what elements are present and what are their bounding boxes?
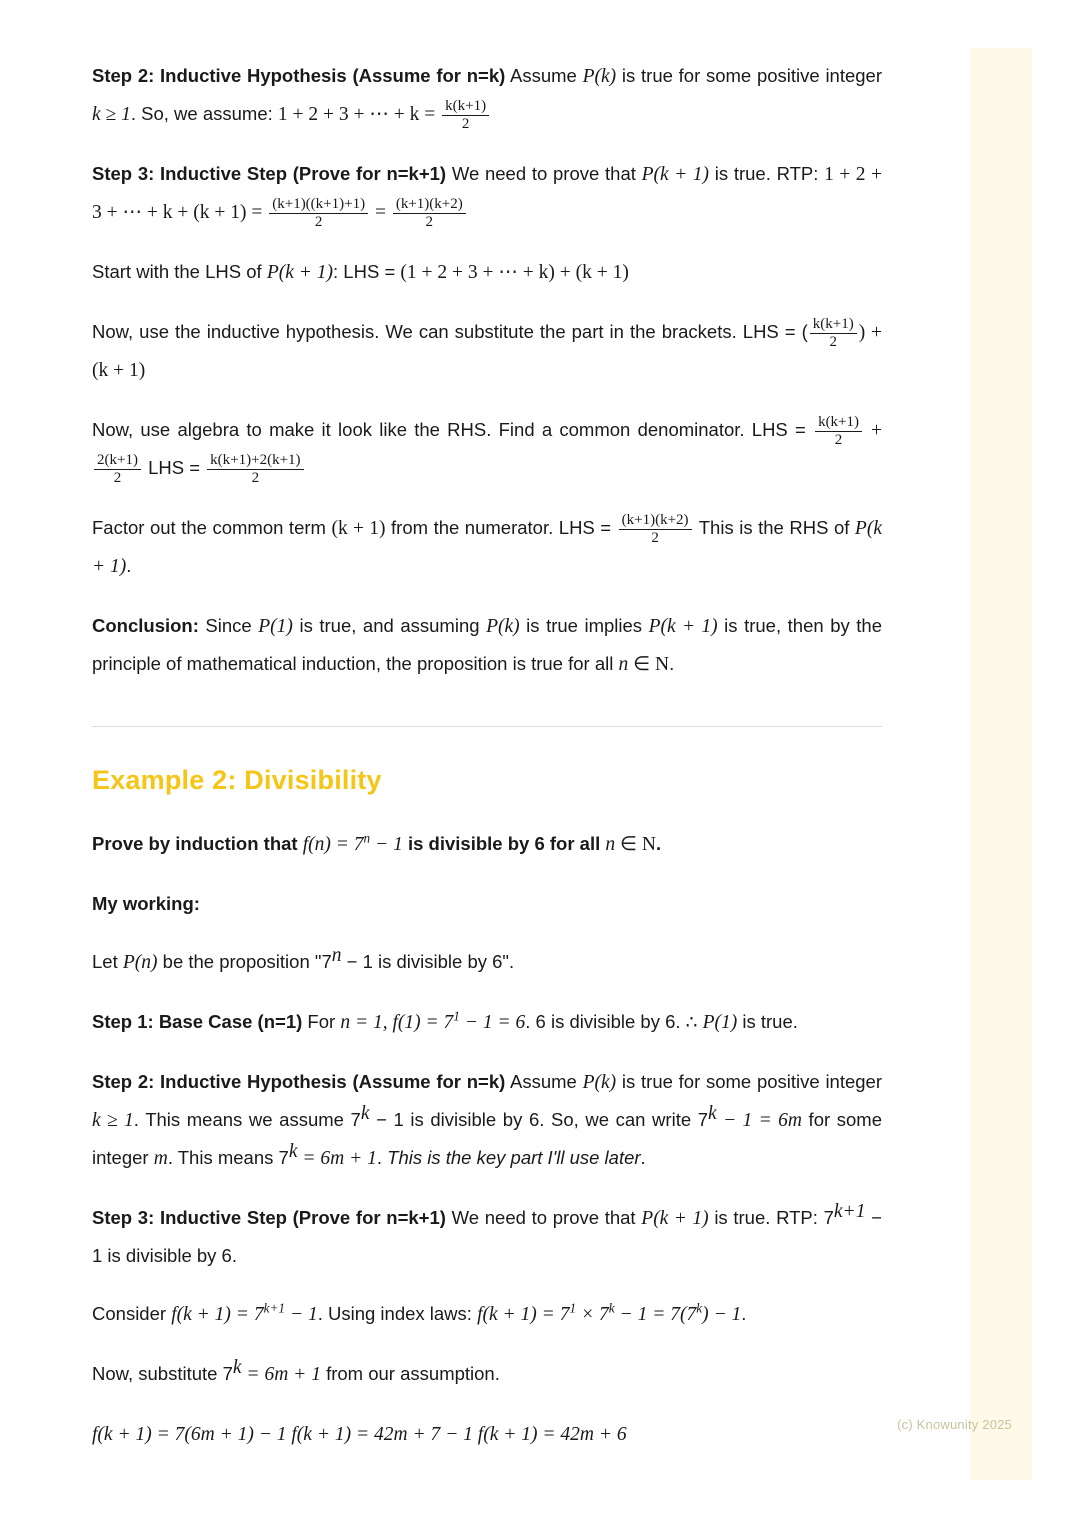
e2-step2-text-a: Assume: [505, 1071, 583, 1093]
factor-text-a: Factor out the common term: [92, 517, 332, 539]
math-exponent-1: 1: [569, 1300, 577, 1316]
math-pk: P(k): [582, 66, 617, 87]
math-pk: P(k): [486, 616, 520, 638]
math-exponent-k-plus-1: k+1: [833, 1201, 866, 1223]
consider-text-c: .: [741, 1303, 747, 1325]
step2-label: Step 2: Inductive Hypothesis (Assume for n=k): [92, 65, 506, 86]
conclusion-text-b: is true, and assuming: [292, 615, 487, 637]
math-pn: P(n): [122, 952, 158, 974]
math-6m-plus-1: = 6m + 1: [241, 1364, 321, 1386]
substitute-tail: ) + (k + 1): [92, 322, 882, 382]
math-k-plus-1: (k + 1): [331, 518, 386, 540]
paragraph-example2-prompt: [92, 826, 882, 864]
lhs-label-2: LHS =: [142, 457, 206, 479]
math-exponent-k-plus-1: k+1: [263, 1300, 286, 1316]
substitute2-text-a: Now, substitute 7: [92, 1363, 233, 1385]
math-fn-base: f(n) = 7: [302, 834, 364, 856]
math-exponent-k: k: [232, 1357, 242, 1379]
math-exponent-k: k: [708, 1103, 717, 1125]
math-fn: [302, 830, 403, 856]
e2-step2-text-d: − 1 is divisible by 6. So, we can write 7: [369, 1109, 709, 1131]
prompt-text-a: Prove by induction that: [92, 833, 303, 855]
paragraph-my-working: [92, 886, 882, 922]
lhs-start-text-b: : LHS =: [333, 261, 401, 283]
paragraph-step2: [92, 58, 882, 134]
math-index-laws-a: f(k + 1) = 7: [477, 1304, 570, 1326]
fraction-numerator: 2(k+1): [94, 452, 141, 471]
math-rtp-sum: 1 + 2 + 3 + ⋯ + k + (k + 1) =: [92, 164, 882, 224]
math-p1: P(1): [258, 616, 293, 638]
math-pk1: P(k + 1): [92, 518, 882, 578]
e2-step2-text-j: .: [640, 1147, 646, 1169]
math-pk: P(k): [582, 1072, 617, 1094]
math-base-case-tail: − 1 = 6: [459, 1012, 526, 1034]
math-consider-2: [477, 1300, 742, 1326]
e2-step2-text-c: . This means we assume 7: [133, 1109, 361, 1131]
fraction-c: [207, 452, 303, 488]
e2-step2-text-b: is true for some positive integer: [616, 1071, 883, 1093]
math-n: n: [618, 654, 629, 676]
math-consider-1: [171, 1300, 318, 1326]
paragraph-e2-step2: [92, 1064, 882, 1178]
math-element-of: ∈: [615, 834, 642, 856]
document-content: [92, 48, 882, 1476]
math-base-case: [340, 1008, 526, 1034]
math-fn-exponent: n: [363, 830, 371, 846]
fraction-numerator: k(k+1)+2(k+1): [207, 452, 303, 471]
fraction-b: [94, 452, 141, 488]
paragraph-consider: [92, 1296, 882, 1334]
fraction-numerator: (k+1)(k+2): [393, 196, 466, 215]
math-k-ge-1: k ≥ 1: [92, 104, 131, 126]
let-text-a: Let: [92, 951, 123, 973]
substitute2-text-c: from our assumption.: [320, 1363, 500, 1385]
math-natural-numbers: N: [655, 654, 670, 676]
let-text-b: be the proposition "7: [157, 951, 332, 973]
let-text-c: − 1 is divisible by 6".: [341, 951, 515, 973]
conclusion-text-c: is true implies: [519, 615, 649, 637]
math-k-ge-1: k ≥ 1: [92, 1110, 134, 1132]
paragraph-let-pn: [92, 944, 882, 982]
e2-step2-text-g: . This means 7: [167, 1147, 289, 1169]
fraction-denominator: 2: [461, 116, 470, 133]
prompt-text-c: .: [655, 833, 662, 855]
math-equals: =: [370, 202, 391, 224]
math-index-laws-b: × 7: [576, 1304, 609, 1326]
factor-text-c: This is the RHS of: [693, 517, 855, 539]
step2-text-a: Assume: [505, 65, 583, 86]
paragraph-e2-step1: [92, 1004, 882, 1042]
fraction-rtp-2: [393, 196, 466, 232]
factor-text-b: from the numerator. LHS =: [385, 517, 617, 539]
section-title-example-2: Example 2: Divisibility: [92, 765, 382, 796]
consider-text-b: . Using index laws:: [317, 1303, 478, 1325]
math-plus: +: [864, 420, 882, 442]
fraction-denominator: 2: [829, 334, 837, 351]
e2-step3-text-c: − 1 is divisible by 6.: [92, 1207, 882, 1267]
fraction-a: [815, 414, 862, 450]
step3-text-a: We need to prove that: [446, 163, 642, 185]
math-index-laws-c: − 1 = 7(7: [614, 1304, 697, 1326]
math-natural-numbers: N: [641, 834, 656, 856]
math-final-line: f(k + 1) = 7(6m + 1) − 1 f(k + 1) = 42m + 7 − 1 f(k + 1) = 42m + 6: [92, 1424, 627, 1446]
math-p1: P(1): [702, 1012, 738, 1034]
math-consider-tail: − 1: [285, 1304, 318, 1326]
paragraph-algebra: [92, 412, 882, 488]
fraction-denominator: 2: [834, 432, 843, 449]
math-exponent-k: k: [696, 1300, 703, 1316]
e2-step2-italic-note: This is the key part I'll use later: [387, 1147, 641, 1169]
fraction-kk1-over-2: [442, 98, 489, 134]
math-m: m: [153, 1148, 168, 1170]
math-pk1: P(k + 1): [648, 616, 718, 638]
consider-text-a: Consider: [92, 1303, 172, 1325]
paragraph-conclusion: [92, 608, 882, 684]
paragraph-lhs-start: [92, 254, 882, 292]
step3-text-b: is true. RTP:: [709, 163, 825, 185]
algebra-text: Now, use algebra to make it look like the RHS. Find a common denominator. LHS =: [92, 419, 814, 441]
e2-step2-text-f: for some integer: [92, 1109, 882, 1169]
paragraph-step3: [92, 156, 882, 232]
lhs-start-text-a: Start with the LHS of: [92, 261, 267, 283]
document-page: [47, 48, 1032, 1480]
fraction-denominator: 2: [651, 530, 659, 547]
paragraph-final-computation: [92, 1416, 882, 1454]
my-working-label: My working:: [92, 893, 200, 915]
fraction-rtp-1: [269, 196, 368, 232]
paragraph-factor: [92, 510, 882, 586]
fraction-numerator: (k+1)((k+1)+1): [269, 196, 368, 215]
prompt-text-b: is divisible by 6 for all: [402, 833, 606, 855]
math-pk1: P(k + 1): [641, 164, 709, 186]
math-pk1: P(k + 1): [641, 1208, 709, 1230]
e2-step3-text-b: is true. RTP: 7: [708, 1207, 834, 1229]
math-element-of: ∈: [628, 654, 655, 676]
fraction-numerator: k(k+1): [810, 316, 857, 335]
conclusion-text-d: is true, then by the principle of mathematical induction, the proposition is true for all: [92, 615, 882, 675]
fraction-numerator: k(k+1): [815, 414, 862, 433]
fraction-numerator: (k+1)(k+2): [619, 512, 692, 531]
e2-step3-text-a: We need to prove that: [445, 1207, 642, 1229]
math-exponent-k: k: [288, 1141, 298, 1163]
conclusion-text-a: Since: [198, 615, 259, 637]
math-consider-lead: f(k + 1) = 7: [171, 1304, 264, 1326]
e2-step3-label: Step 3: Inductive Step (Prove for n=k+1): [92, 1207, 446, 1229]
math-n: n: [605, 834, 616, 856]
math-exponent-n: n: [331, 945, 342, 967]
factor-text-d: .: [126, 555, 132, 577]
math-base-case-lead: n = 1, f(1) = 7: [340, 1012, 454, 1034]
paragraph-substitute: [92, 314, 882, 390]
step2-text-c: . So, we assume:: [130, 103, 278, 125]
step3-label: Step 3: Inductive Step (Prove for n=k+1): [92, 163, 447, 185]
paragraph-e2-step3: [92, 1200, 882, 1274]
e2-step2-label: Step 2: Inductive Hypothesis (Assume for n=k): [92, 1071, 506, 1093]
paragraph-substitute-2: [92, 1356, 882, 1394]
page-side-stripe: [970, 48, 1032, 1480]
section-divider: [92, 726, 882, 727]
conclusion-label: Conclusion:: [92, 615, 199, 637]
math-exponent-k: k: [360, 1103, 370, 1125]
math-lhs-expression: (1 + 2 + 3 + ⋯ + k) + (k + 1): [400, 262, 629, 284]
fraction-d: [619, 512, 692, 548]
conclusion-text-e: .: [669, 653, 675, 675]
step2-text-b: is true for some positive integer: [616, 65, 883, 86]
substitute-text: Now, use the inductive hypothesis. We can substitute the part in the brackets. LHS = (: [92, 321, 808, 343]
fraction-kk1-over-2: [810, 316, 857, 352]
copyright-watermark: (c) Knowunity 2025: [897, 1417, 1012, 1432]
math-sum-k: 1 + 2 + 3 + ⋯ + k =: [277, 104, 441, 126]
fraction-denominator: 2: [251, 470, 260, 487]
fraction-denominator: 2: [425, 214, 434, 231]
e2-step1-label: Step 1: Base Case (n=1): [92, 1011, 303, 1033]
e2-step1-text-d: is true.: [737, 1011, 798, 1033]
fraction-numerator: k(k+1): [442, 98, 489, 117]
e2-step2-text-i: .: [376, 1147, 388, 1169]
math-6m-plus-1: = 6m + 1: [297, 1148, 377, 1170]
e2-step1-text-c: . 6 is divisible by 6. ∴: [525, 1011, 703, 1033]
math-fn-tail: − 1: [370, 834, 403, 856]
math-exponent-k: k: [608, 1300, 615, 1316]
fraction-denominator: 2: [314, 214, 323, 231]
math-pk1: P(k + 1): [266, 262, 334, 284]
math-exponent-1: 1: [453, 1008, 460, 1024]
e2-step1-text-a: For: [302, 1011, 341, 1033]
math-7k-minus-1: − 1 = 6m: [716, 1110, 802, 1132]
math-index-laws-d: ) − 1: [702, 1304, 742, 1326]
fraction-denominator: 2: [113, 470, 122, 487]
